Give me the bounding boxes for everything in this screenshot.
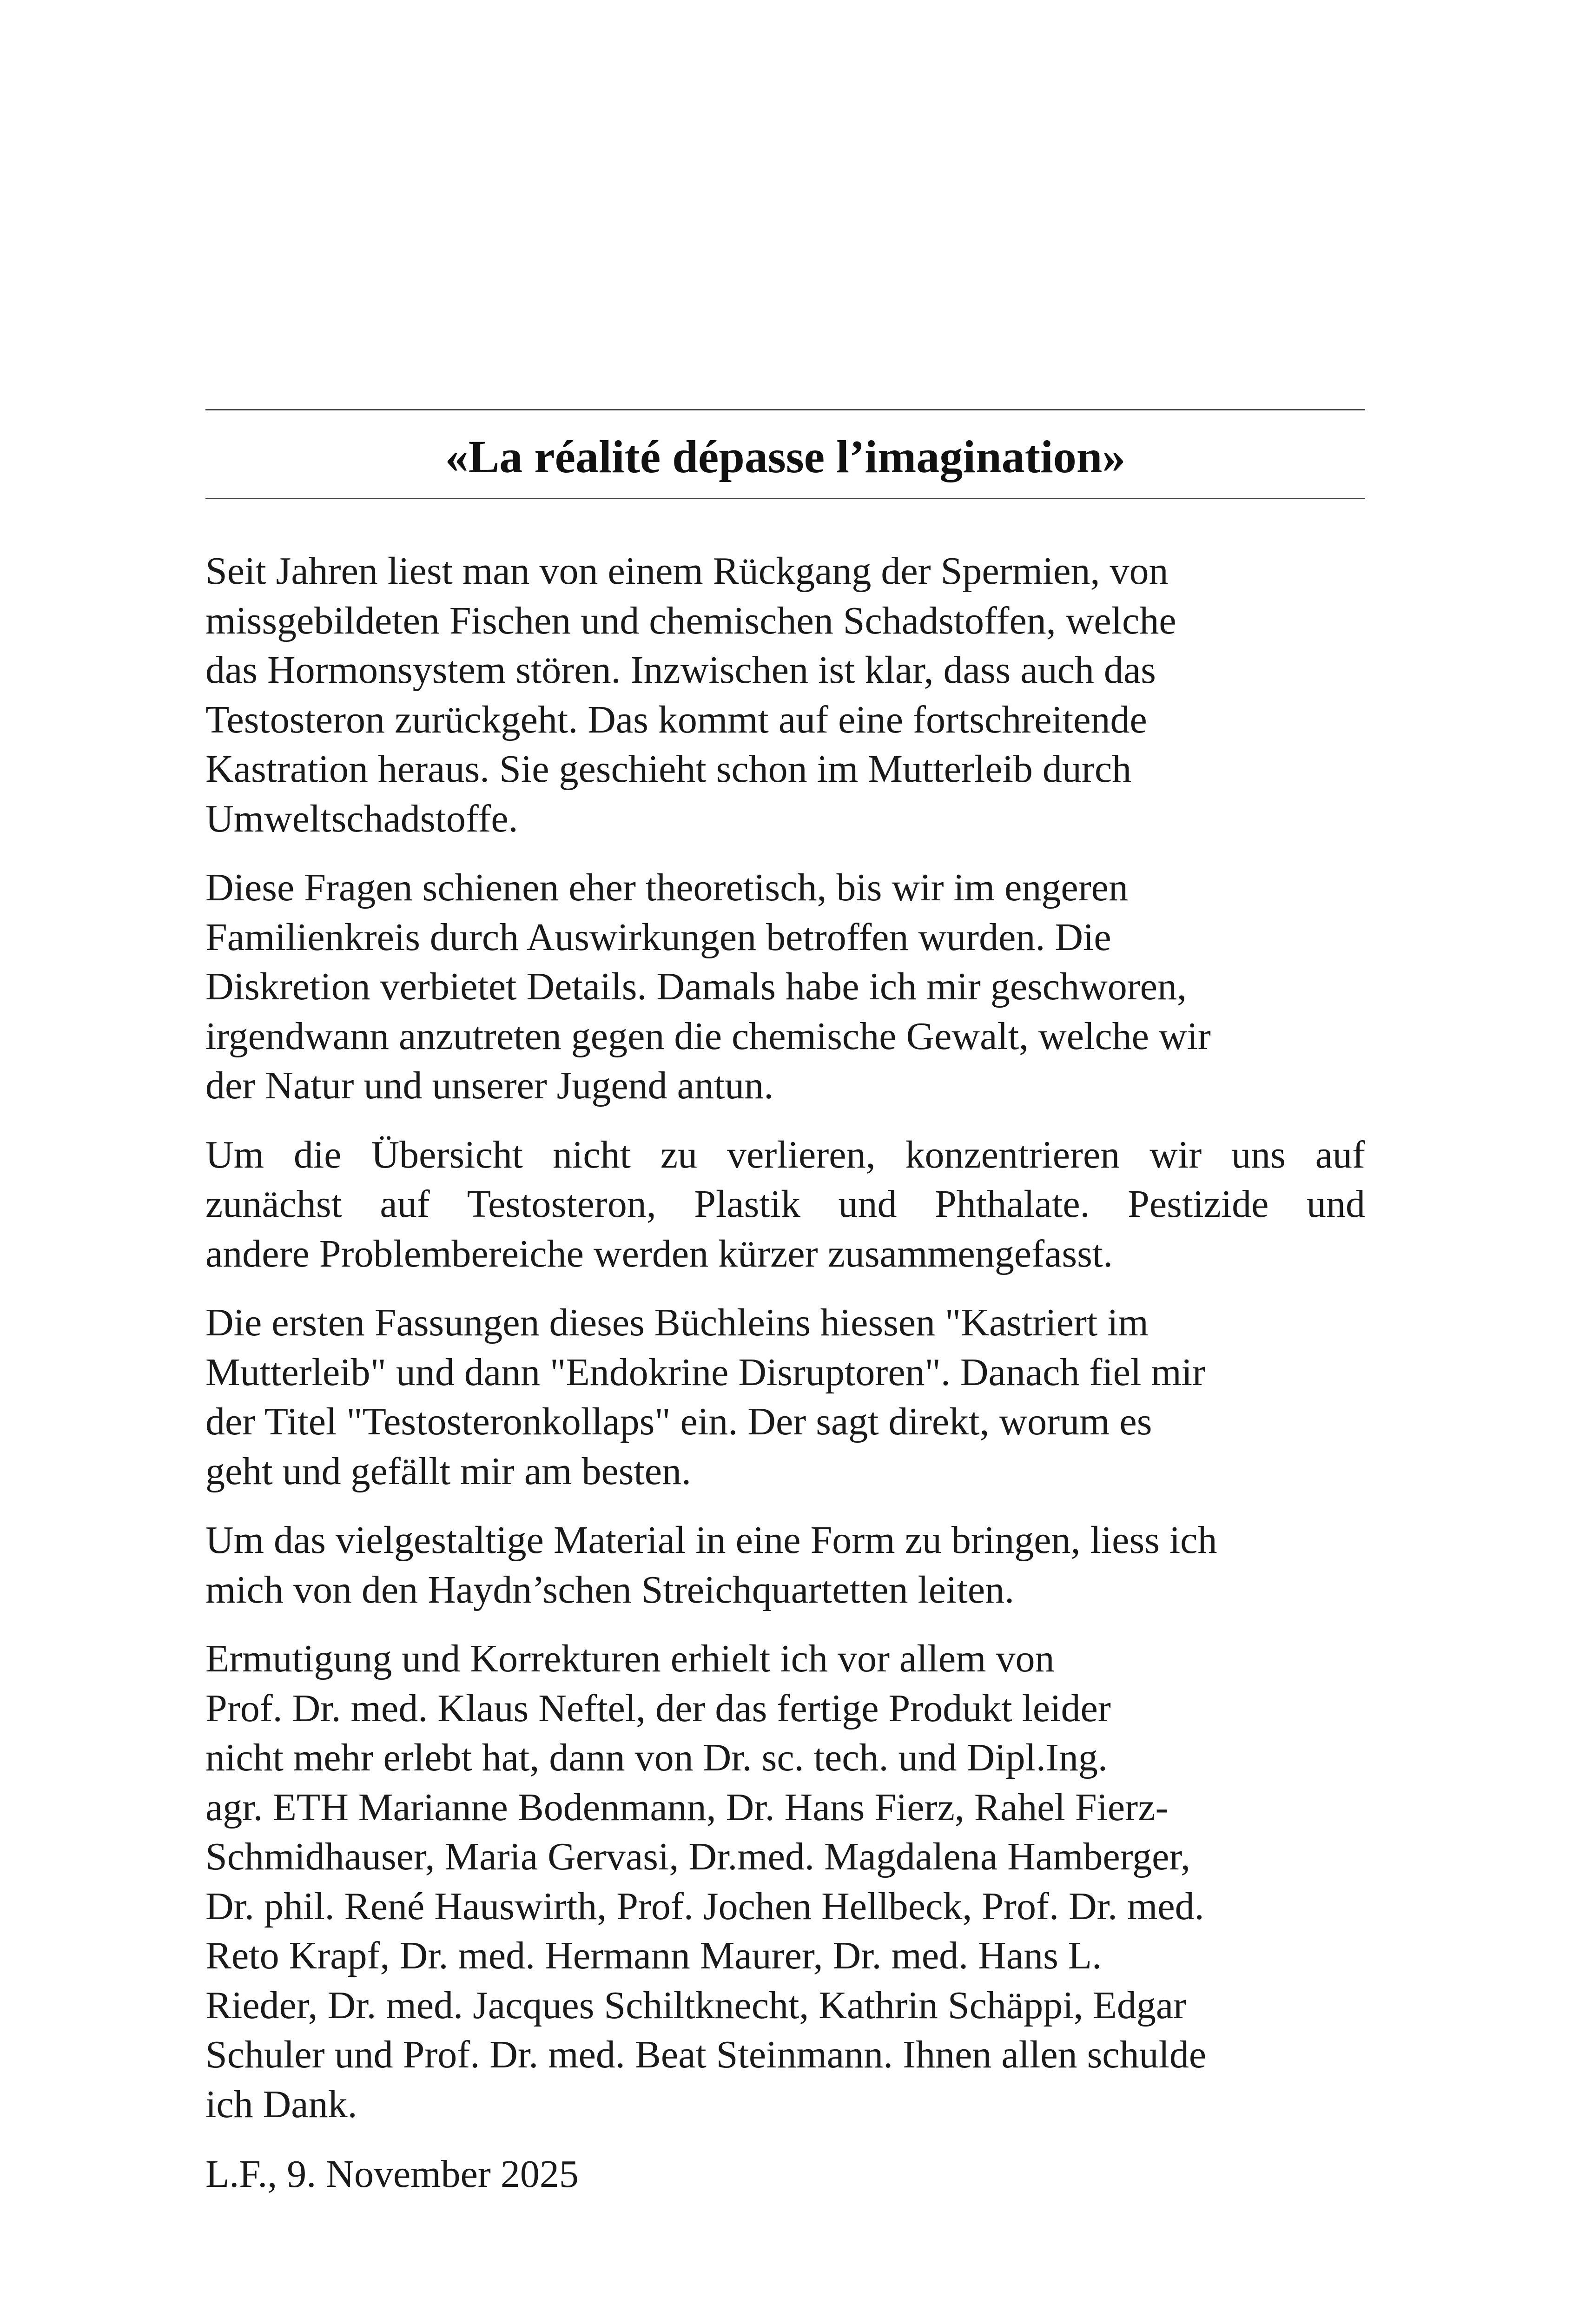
text-line: Mutterleib" und dann "Endokrine Disruptoren". Danach fiel mir — [205, 1350, 1205, 1394]
paragraph-2 — [205, 863, 1365, 1111]
paragraph-4 — [205, 1298, 1365, 1496]
text-line: Um die Übersicht nicht zu verlieren, konzentrieren wir uns auf — [205, 1133, 1365, 1176]
text-line: ich Dank. — [205, 2082, 357, 2126]
text-line: der Natur und unserer Jugend antun. — [205, 1064, 774, 1107]
text-line: Rieder, Dr. med. Jacques Schiltknecht, Kathrin Schäppi, Edgar — [205, 1983, 1187, 2027]
paragraph-1 — [205, 547, 1365, 844]
signature-date: L.F., 9. November 2025 — [205, 2152, 579, 2196]
page-content — [205, 409, 1365, 2199]
text-line: Seit Jahren liest man von einem Rückgang der Spermien, von — [205, 549, 1169, 593]
page-title: «La réalité dépasse l’imagination» — [445, 431, 1126, 482]
text-line: geht und gefällt mir am besten. — [205, 1449, 692, 1493]
paragraph-3 — [205, 1130, 1365, 1279]
text-line: Testosteron zurückgeht. Das kommt auf eine fortschreitende — [205, 698, 1147, 741]
text-line: Diese Fragen schienen eher theoretisch, bis wir im engeren — [205, 866, 1128, 909]
text-line: Prof. Dr. med. Klaus Neftel, der das fertige Produkt leider — [205, 1686, 1111, 1730]
text-line: Schmidhauser, Maria Gervasi, Dr.med. Magdalena Hamberger, — [205, 1835, 1191, 1878]
text-line: irgendwann anzutreten gegen die chemische Gewalt, welche wir — [205, 1014, 1211, 1058]
text-line: zunächst auf Testosteron, Plastik und Phthalate. Pestizide und — [205, 1182, 1365, 1226]
text-line: missgebildeten Fischen und chemischen Schadstoffen, welche — [205, 599, 1176, 642]
text-line: agr. ETH Marianne Bodenmann, Dr. Hans Fierz, Rahel Fierz- — [205, 1785, 1169, 1829]
text-line: mich von den Haydn’schen Streichquartetten leiten. — [205, 1568, 1015, 1611]
text-line: Umweltschadstoffe. — [205, 797, 518, 840]
paragraph-5 — [205, 1516, 1365, 1615]
text-line: das Hormonsystem stören. Inzwischen ist klar, dass auch das — [205, 648, 1156, 692]
text-line: nicht mehr erlebt hat, dann von Dr. sc. tech. und Dipl.Ing. — [205, 1736, 1108, 1779]
text-line: Die ersten Fassungen dieses Büchleins hiessen "Kastriert im — [205, 1301, 1149, 1344]
text-line: Ermutigung und Korrekturen erhielt ich vor allem von — [205, 1637, 1055, 1680]
title-bottom-rule — [205, 498, 1365, 499]
text-line: Familienkreis durch Auswirkungen betroffen wurden. Die — [205, 915, 1111, 959]
text-line: Schuler und Prof. Dr. med. Beat Steinmann. Ihnen allen schulde — [205, 2033, 1207, 2076]
text-line: andere Problembereiche werden kürzer zusammengefasst. — [205, 1232, 1113, 1275]
text-line: Kastration heraus. Sie geschieht schon im Mutterleib durch — [205, 747, 1132, 791]
paragraph-6 — [205, 1634, 1365, 2129]
text-line: Diskretion verbietet Details. Damals habe ich mir geschworen, — [205, 965, 1187, 1008]
text-line: der Titel "Testosteronkollaps" ein. Der sagt direkt, worum es — [205, 1400, 1152, 1443]
text-line: Reto Krapf, Dr. med. Hermann Maurer, Dr. med. Hans L. — [205, 1934, 1102, 1977]
text-line: Um das vielgestaltige Material in eine Form zu bringen, liess ich — [205, 1519, 1217, 1562]
body-text — [205, 547, 1365, 2199]
text-line: Dr. phil. René Hauswirth, Prof. Jochen Hellbeck, Prof. Dr. med. — [205, 1884, 1204, 1928]
